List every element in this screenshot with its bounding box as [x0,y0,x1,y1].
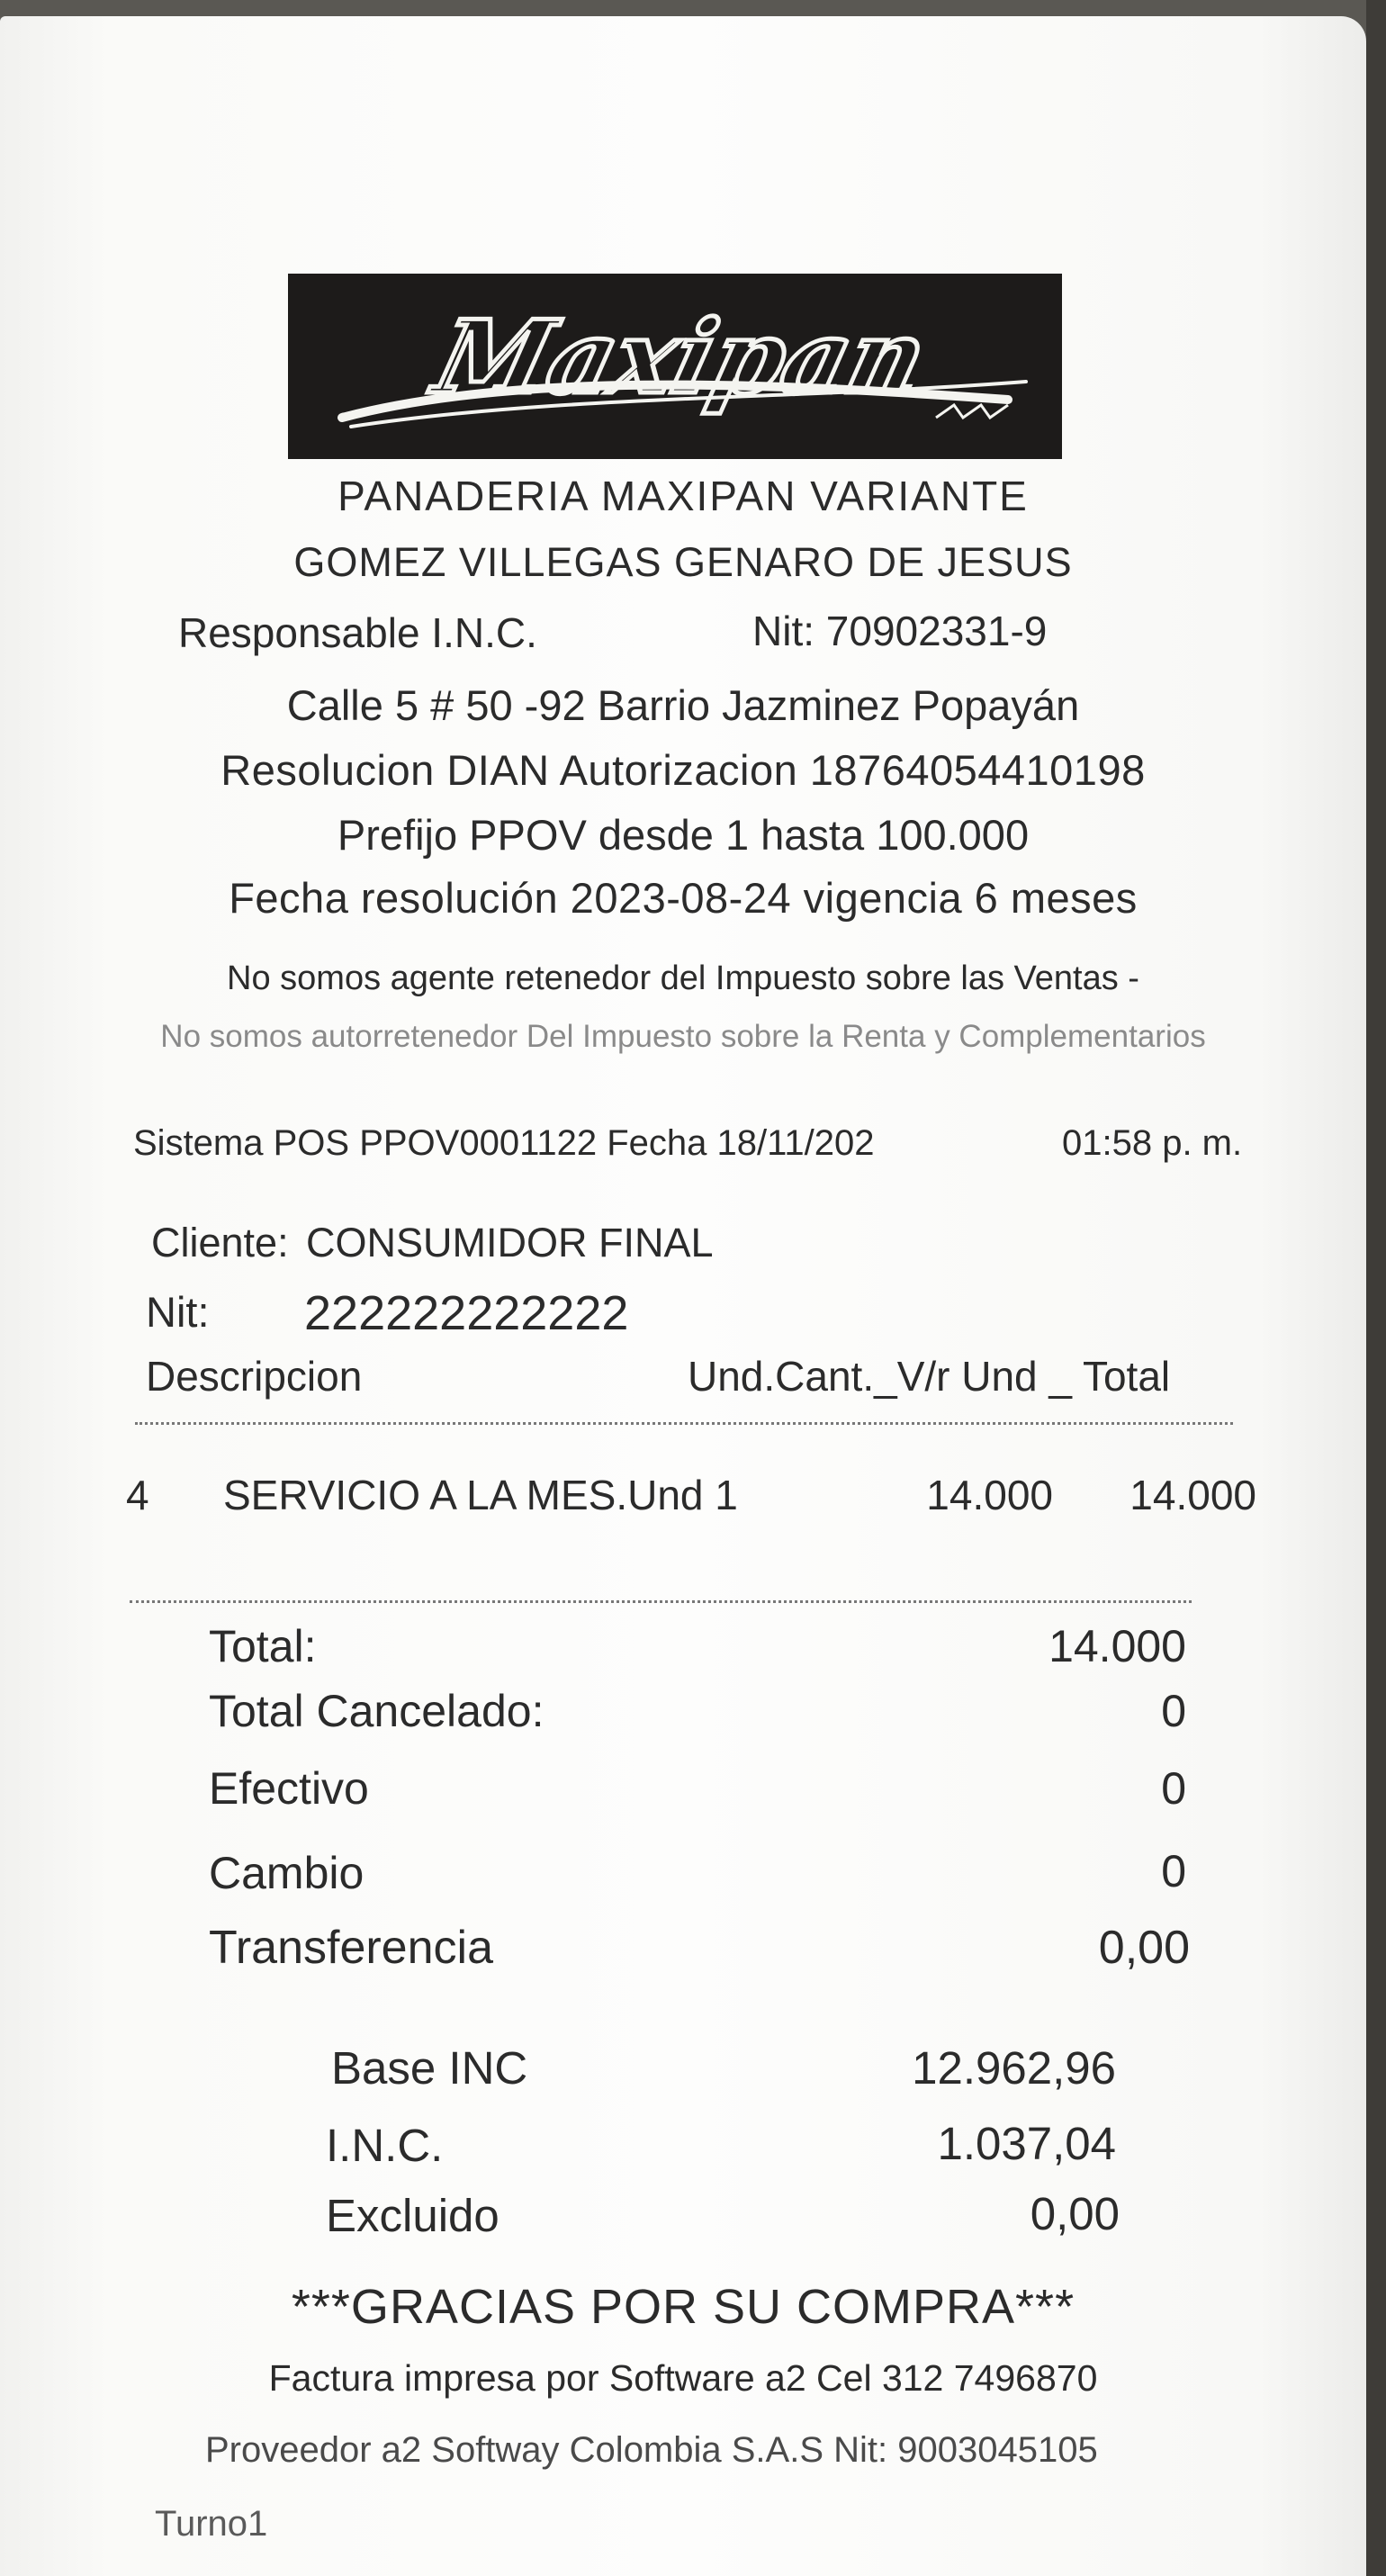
provider-line: Proveedor a2 Softway Colombia S.A.S Nit: 9003045105 [205,2430,1098,2470]
client-label: Cliente: [151,1220,289,1265]
client-nit-value: 222222222222 [304,1286,629,1340]
row-description: SERVICIO A LA MES.Und 1 [223,1472,738,1518]
base-inc-value: 12.962,96 [912,2042,1116,2094]
invoice-time: 01:58 p. m. [1062,1123,1243,1163]
column-headers: Und.Cant._V/r Und _ Total [688,1353,1171,1400]
efectivo-value: 0 [1161,1763,1186,1814]
tax-notice-1: No somos agente retenedor del Impuesto sobre las Ventas - [227,959,1139,997]
background-edge [1366,0,1386,2576]
address-line: Calle 5 # 50 -92 Barrio Jazminez Popayán [286,681,1080,729]
cambio-label: Cambio [209,1848,364,1898]
dian-resolution: Resolucion DIAN Autorizacion 18764054410198 [220,746,1146,794]
excluido-label: Excluido [326,2190,500,2241]
total-cancelado-value: 0 [1161,1686,1186,1736]
resolution-date: Fecha resolución 2023-08-24 vigencia 6 meses [229,874,1138,922]
transferencia-label: Transferencia [209,1922,493,1974]
prefix-range: Prefijo PPOV desde 1 hasta 100.000 [337,811,1030,859]
nit-header: Nit: 70902331-9 [752,608,1048,654]
shift-label: Turno1 [155,2504,268,2544]
excluido-value: 0,00 [1030,2188,1120,2239]
row-total: 14.000 [1130,1472,1256,1518]
printed-by: Factura impresa por Software a2 Cel 312 7496870 [268,2357,1098,2399]
row-number: 4 [126,1472,149,1518]
thanks-message: ***GRACIAS POR SU COMPRA*** [291,2280,1076,2334]
responsible-label: Responsable I.N.C. [178,609,537,656]
total-value: 14.000 [1048,1621,1186,1671]
cambio-value: 0 [1161,1846,1186,1896]
table-bottom-divider [130,1600,1192,1603]
efectivo-label: Efectivo [209,1763,369,1814]
total-cancelado-label: Total Cancelado: [209,1686,544,1736]
receipt-paper [0,16,1366,2576]
owner-name: GOMEZ VILLEGAS GENARO DE JESUS [293,539,1073,585]
tax-notice-2: No somos autorretenedor Del Impuesto sobre la Renta y Complementarios [160,1019,1206,1054]
business-name: PANADERIA MAXIPAN VARIANTE [338,473,1029,519]
table-top-divider [135,1422,1233,1425]
maxipan-logo [288,274,1062,459]
svg-text:Maxipan: Maxipan [424,297,939,417]
total-label: Total: [209,1621,317,1671]
inc-value: 1.037,04 [937,2118,1116,2169]
client-nit-label: Nit: [146,1288,210,1336]
client-value: CONSUMIDOR FINAL [306,1220,714,1265]
column-description: Descripcion [146,1353,363,1400]
logo-graphic [288,274,1062,459]
transferencia-value: 0,00 [1098,1922,1190,1974]
base-inc-label: Base INC [331,2042,528,2094]
row-unit-value: 14.000 [926,1472,1053,1518]
inc-label: I.N.C. [326,2120,444,2171]
pos-system-line: Sistema POS PPOV0001122 Fecha 18/11/202 [133,1123,875,1163]
